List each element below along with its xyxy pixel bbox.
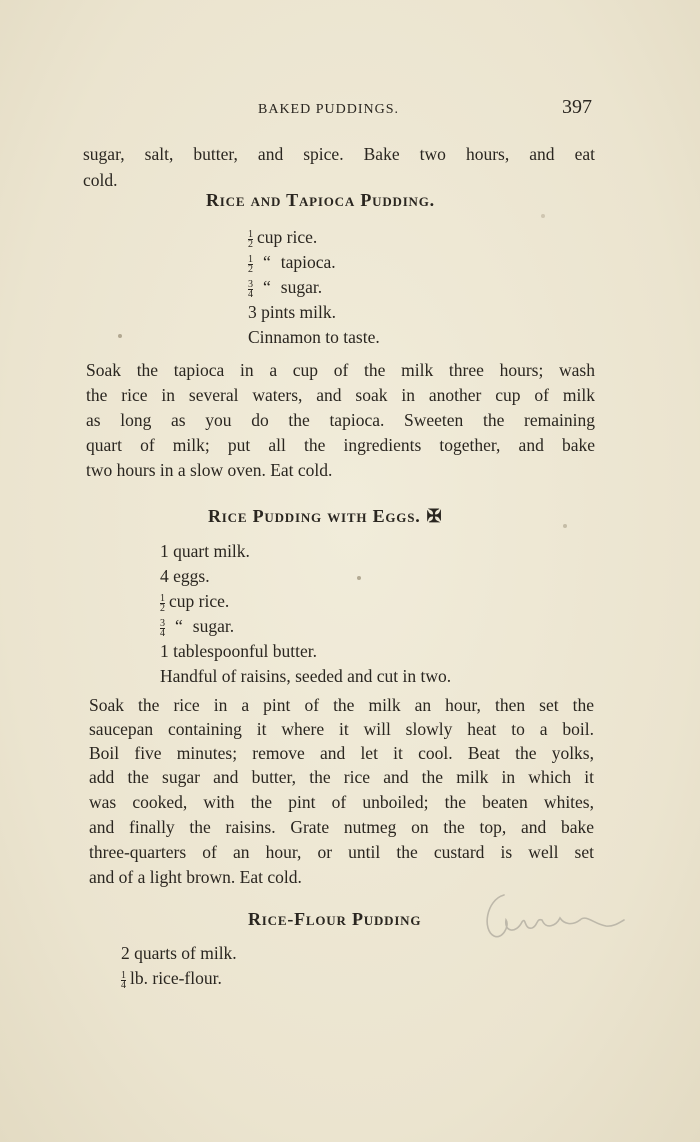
intro-line: sugar, salt, butter, and spice. Bake two hours, and eat <box>83 144 595 164</box>
paper-speck <box>357 576 361 580</box>
fraction: $\frac{1}{2}$ <box>248 253 253 275</box>
pencil-signature-icon <box>476 890 626 950</box>
ingredient: 1 quart milk. <box>160 541 250 561</box>
method-line: as long as you do the tapioca. Sweeten the remaining <box>86 410 595 430</box>
ingredient: 3 pints milk. <box>248 302 336 322</box>
cross-mark-icon: ✠ <box>426 506 443 526</box>
running-head: BAKED PUDDINGS. <box>258 102 400 117</box>
ingredient: 2 quarts of milk. <box>121 943 237 963</box>
method-line: the rice in several waters, and soak in another cup of milk <box>86 385 595 405</box>
ingredient: Cinnamon to taste. <box>248 327 380 347</box>
ingredient: $\frac{3}{4}$ “ sugar. <box>160 616 235 639</box>
ingredient: $\frac{1}{4}$ lb. rice-flour. <box>121 968 222 991</box>
method-line: saucepan containing it where it will slowly heat to a boil. <box>89 719 594 739</box>
ingredient: $\frac{1}{2}$ cup rice. <box>248 227 318 250</box>
method-line: Soak the rice in a pint of the milk an hour, then set the <box>89 695 594 715</box>
recipe-title: Rice-Flour Pudding <box>248 909 422 929</box>
method-line: quart of milk; put all the ingredients together, and bake <box>86 435 595 455</box>
method-line: Boil five minutes; remove and let it cool. Beat the yolks, <box>89 743 594 763</box>
method-line: three-quarters of an hour, or until the custard is well set <box>89 842 594 862</box>
ditto-mark: “ <box>263 252 271 272</box>
method-line: and of a light brown. Eat cold. <box>89 867 302 887</box>
ingredient: $\frac{1}{2}$ cup rice. <box>160 591 230 614</box>
ingredient: $\frac{1}{2}$ “ tapioca. <box>248 252 336 275</box>
ditto-mark: “ <box>263 277 271 297</box>
intro-line: cold. <box>83 170 118 190</box>
paper-speck <box>118 334 122 338</box>
ingredient: 1 tablespoonful butter. <box>160 641 317 661</box>
page-number: 397 <box>562 96 592 118</box>
fraction: $\frac{3}{4}$ <box>248 278 253 300</box>
method-line: was cooked, with the pint of unboiled; the beaten whites, <box>89 792 594 812</box>
ingredient: 4 eggs. <box>160 566 210 586</box>
method-line: Soak the tapioca in a cup of the milk three hours; wash <box>86 360 595 380</box>
fraction: $\frac{1}{2}$ <box>160 592 165 614</box>
page-header <box>0 96 700 126</box>
ingredient: $\frac{3}{4}$ “ sugar. <box>248 277 323 300</box>
recipe-title: Rice Pudding with Eggs. ✠ <box>208 506 443 526</box>
paper-speck <box>563 524 567 528</box>
method-line: two hours in a slow oven. Eat cold. <box>86 460 333 480</box>
fraction: $\frac{1}{4}$ <box>121 969 126 991</box>
paper-speck <box>541 214 545 218</box>
ingredient-list <box>121 941 237 991</box>
method-line: add the sugar and butter, the rice and the milk in which it <box>89 767 594 787</box>
ditto-mark: “ <box>175 616 183 636</box>
method-line: and finally the raisins. Grate nutmeg on the top, and bake <box>89 817 594 837</box>
fraction: $\frac{3}{4}$ <box>160 617 165 639</box>
fraction: $\frac{1}{2}$ <box>248 228 253 250</box>
ingredient-list <box>160 539 451 689</box>
recipe-title: Rice and Tapioca Pudding. <box>206 190 435 210</box>
ingredient: Handful of raisins, seeded and cut in two. <box>160 666 452 686</box>
ingredient-list <box>248 225 380 350</box>
